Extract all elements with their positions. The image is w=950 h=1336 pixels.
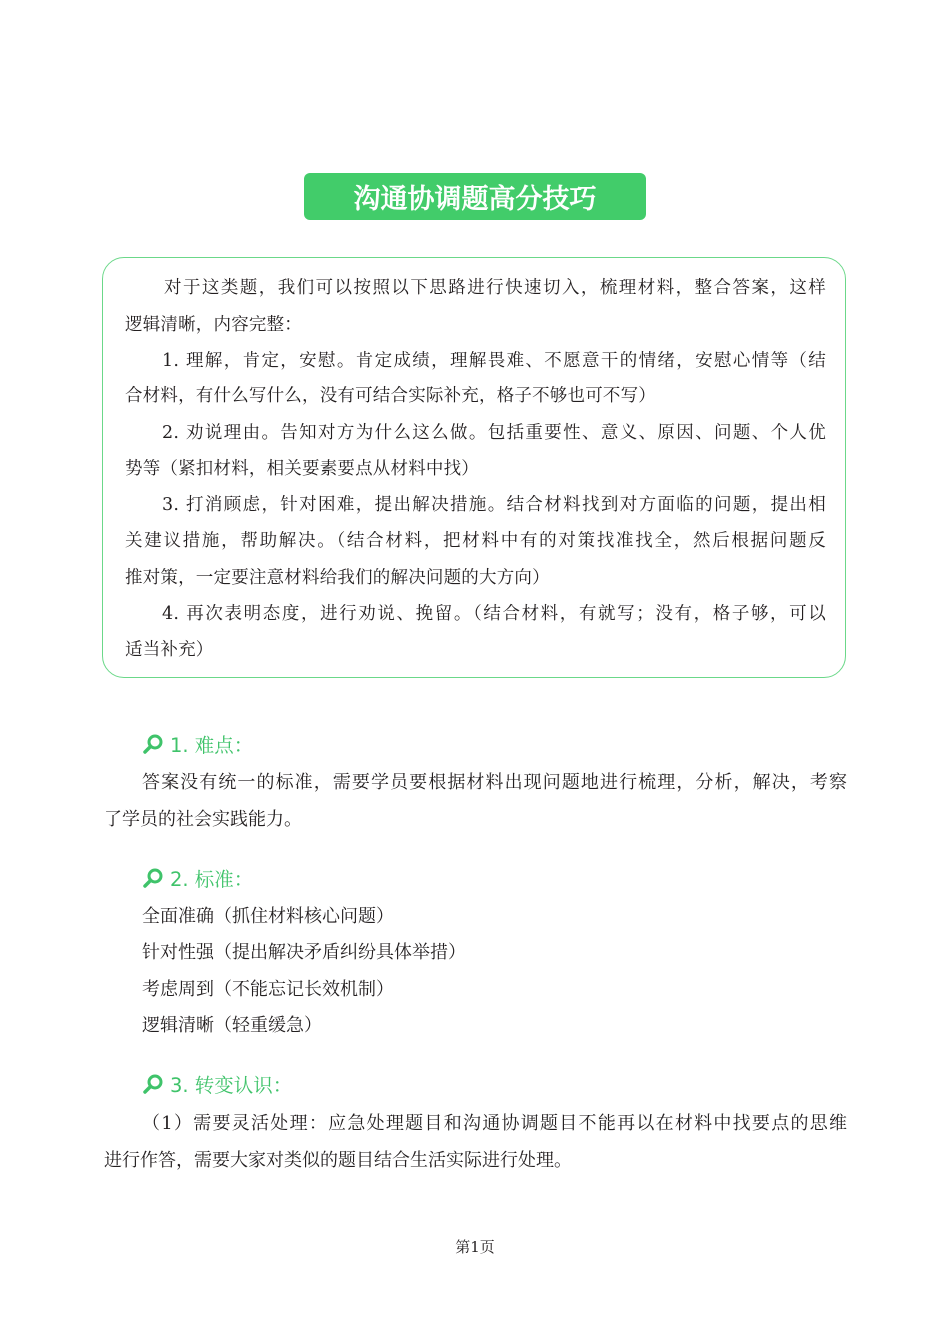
section-heading-standard [142, 864, 253, 892]
paragraph-line: 了学员的社会实践能力。 [104, 809, 302, 830]
page-number: 第1页 [455, 1238, 495, 1256]
tips-line: 适当补充） [125, 640, 214, 660]
paragraph-line: 答案没有统一的标准，需要学员要根据材料出现问题地进行梳理，分析，解决，考察 [142, 772, 847, 793]
magnifier-icon [142, 867, 164, 889]
paragraph-line: （1）需要灵活处理：应急处理题目和沟通协调题目不能再以在材料中找要点的思维 [142, 1113, 847, 1134]
tips-line: 关建议措施，帮助解决。（结合材料，把材料中有的对策找准找全，然后根据问题反 [125, 531, 826, 551]
section-heading-difficulty [142, 730, 253, 758]
tips-line: 2. 劝说理由。告知对方为什么这么做。包括重要性、意义、原因、问题、个人优 [162, 423, 826, 443]
page-title: 沟通协调题高分技巧 [353, 184, 597, 215]
standard-item: 逻辑清晰（轻重缓急） [142, 1015, 322, 1036]
standard-item: 全面准确（抓住材料核心问题） [142, 906, 394, 927]
tips-line: 3. 打消顾虑，针对困难，提出解决措施。结合材料找到对方面临的问题，提出相 [162, 495, 826, 515]
standard-item: 考虑周到（不能忘记长效机制） [142, 979, 394, 1000]
section-heading-text: 2. 标准： [170, 868, 254, 891]
tips-line: 1. 理解，肯定，安慰。肯定成绩，理解畏难、不愿意干的情绪，安慰心情等（结 [162, 351, 826, 371]
section-heading-text: 3. 转变认识： [170, 1074, 293, 1097]
section-heading-text: 1. 难点： [170, 734, 254, 757]
title-banner [304, 173, 646, 220]
section-heading-mindset [142, 1070, 292, 1098]
standard-item: 针对性强（提出解决矛盾纠纷具体举措） [142, 942, 466, 963]
tips-line: 合材料，有什么写什么，没有可结合实际补充，格子不够也可不写） [125, 386, 656, 406]
tips-line: 对于这类题，我们可以按照以下思路进行快速切入，梳理材料，整合答案，这样 [164, 278, 826, 298]
magnifier-icon [142, 733, 164, 755]
tips-line: 势等（紧扣材料，相关要素要点从材料中找） [125, 459, 479, 479]
tips-line: 逻辑清晰，内容完整： [125, 315, 302, 335]
tips-line: 推对策，一定要注意材料给我们的解决问题的大方向） [125, 568, 550, 588]
magnifier-icon [142, 1073, 164, 1095]
tips-line: 4. 再次表明态度，进行劝说、挽留。（结合材料，有就写；没有，格子够，可以 [162, 604, 826, 624]
paragraph-line: 进行作答，需要大家对类似的题目结合生活实际进行处理。 [104, 1150, 572, 1171]
